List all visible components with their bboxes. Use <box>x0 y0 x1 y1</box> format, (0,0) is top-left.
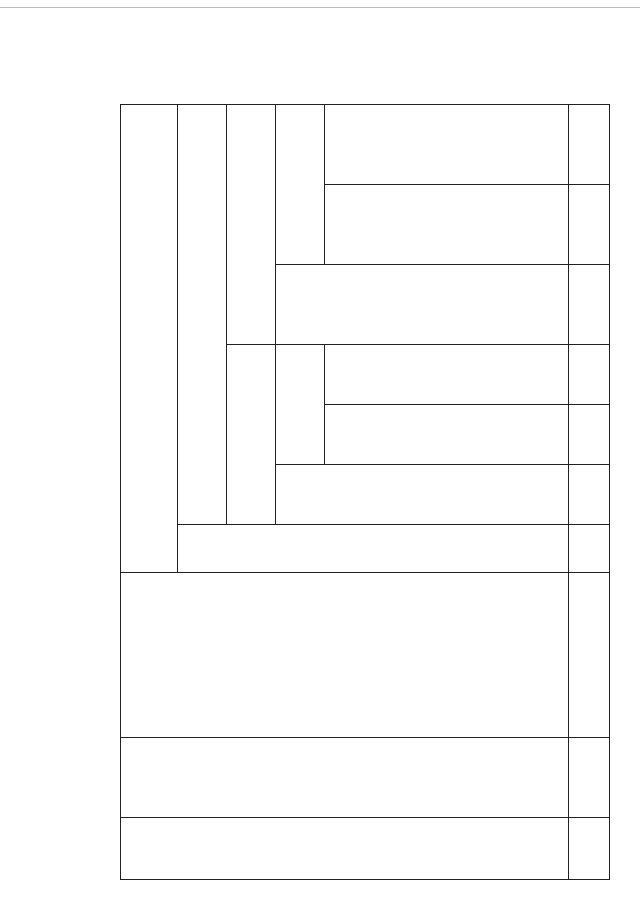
header-2015-all <box>275 265 568 345</box>
col-number <box>569 185 610 265</box>
header-program <box>121 738 569 818</box>
col-number <box>569 465 610 525</box>
header-executor <box>121 573 569 738</box>
header-2015-federal <box>324 185 569 265</box>
col-number <box>569 265 610 345</box>
header-2015-sources <box>275 104 324 264</box>
col-number <box>569 405 610 465</box>
header-by-years <box>178 104 227 524</box>
col-number <box>569 345 610 405</box>
col-number <box>569 525 610 573</box>
col-number <box>569 818 610 880</box>
header-2014-regional <box>324 345 569 405</box>
col-number <box>569 104 610 184</box>
header-total <box>178 525 569 573</box>
header-2015-regional <box>324 104 569 184</box>
top-scan-edge <box>0 7 640 8</box>
col-number <box>569 738 610 818</box>
header-year-2014 <box>226 345 275 525</box>
column-number-row <box>569 104 610 879</box>
col-number <box>569 573 610 738</box>
header-year-2015 <box>226 104 275 344</box>
header-expenses <box>121 104 178 572</box>
page-number <box>310 28 340 58</box>
header-status <box>121 818 569 880</box>
budget-table <box>120 104 610 880</box>
header-2014-sources <box>275 345 324 465</box>
header-2014-federal <box>324 405 569 465</box>
rotated-table-wrapper <box>120 105 610 880</box>
header-2014-all <box>275 465 568 525</box>
